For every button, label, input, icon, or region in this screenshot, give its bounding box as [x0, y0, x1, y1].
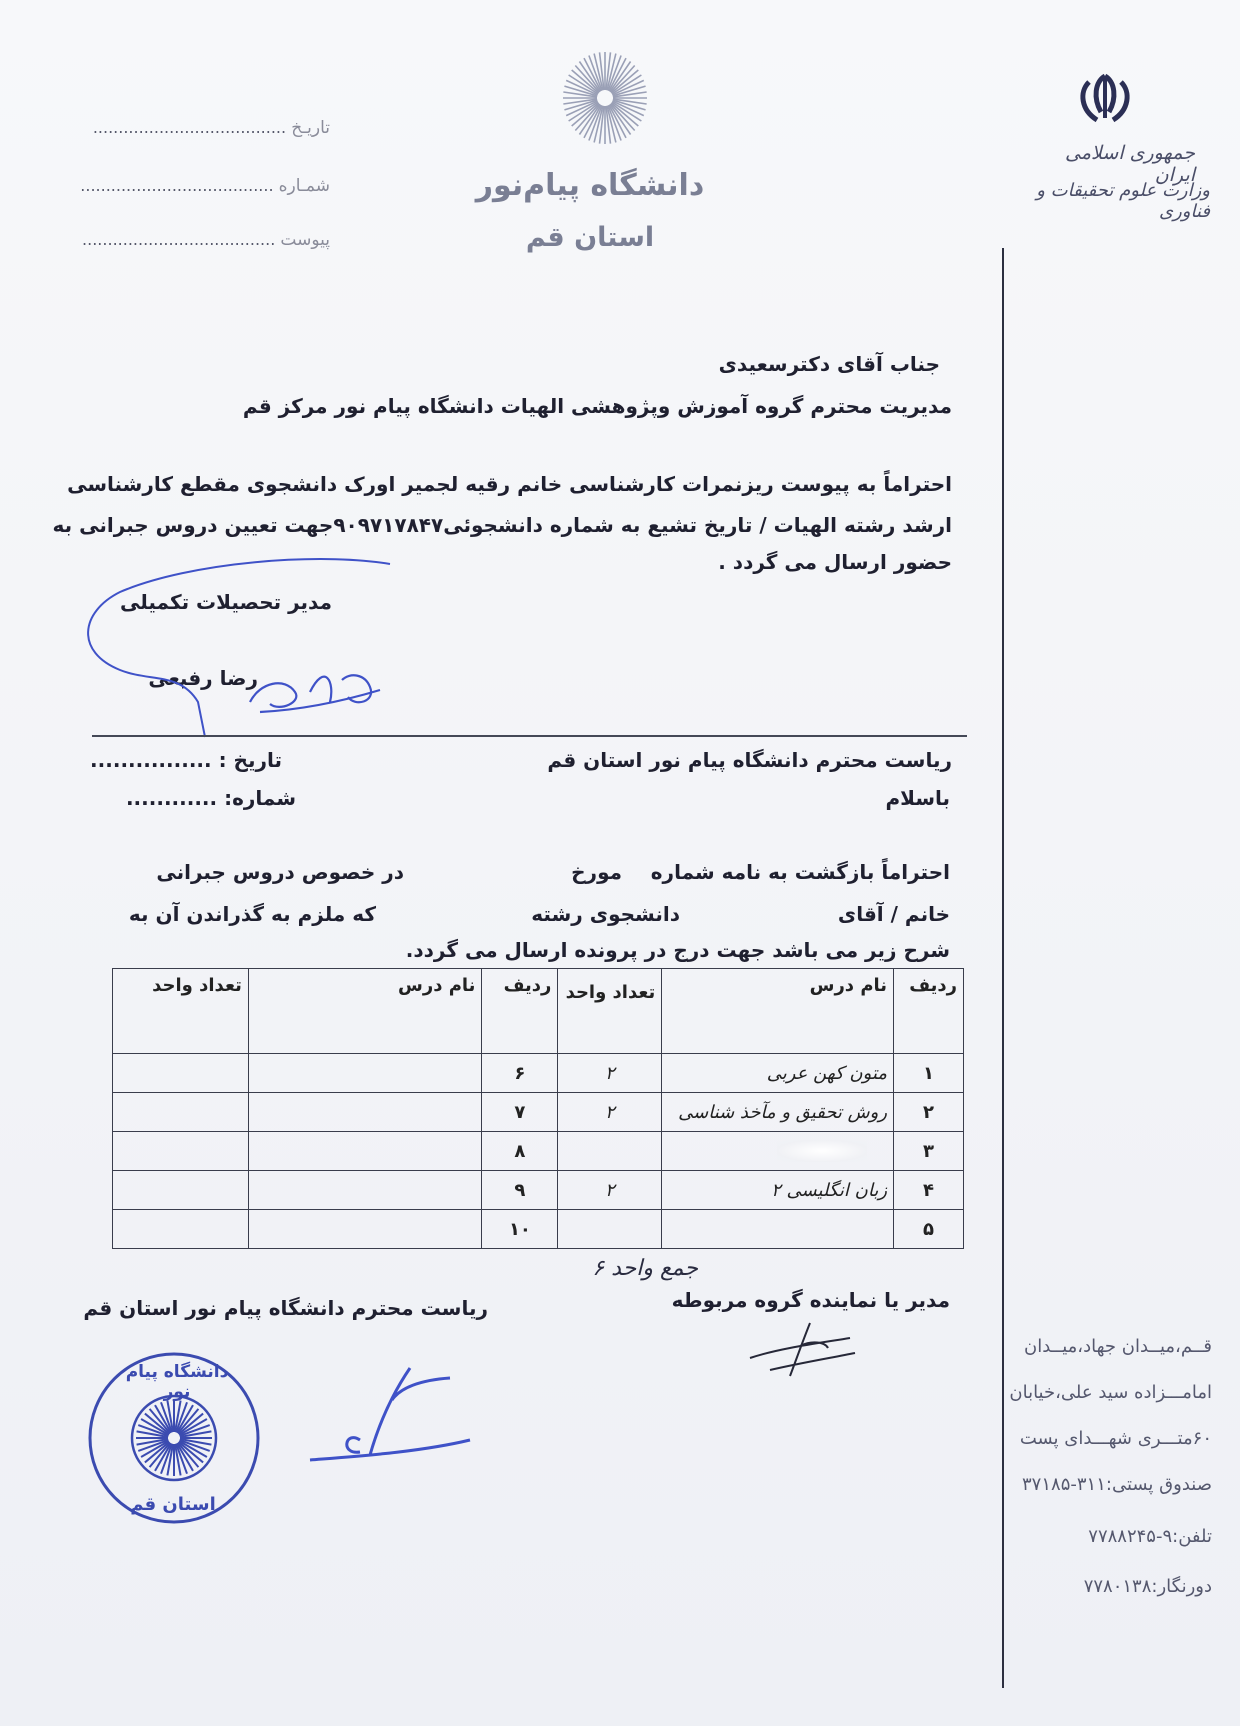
reply-line1-b: مورخ: [571, 860, 622, 884]
reply-date: تاریخ : ................: [90, 748, 282, 772]
letter-paragraph-2: ارشد رشته الهیات / تاریخ تشیع به شماره دانشجوئی۹۰۹۷۱۷۸۴۷جهت تعیین دروس جبرانی به: [52, 513, 952, 537]
row-number: ۵: [894, 1210, 964, 1249]
university-province: استان قم: [525, 222, 655, 253]
university-name: دانشگاه پیام‌نور: [475, 168, 705, 203]
table-row: [113, 1054, 964, 1093]
header-units: تعداد واحد: [558, 969, 662, 1054]
row-number: ۲: [894, 1093, 964, 1132]
row-number-2: ۸: [482, 1132, 558, 1171]
letter-paragraph-1: احتراماً به پیوست ریزنمرات کارشناسی خانم رقیه لجمیر اورک دانشجوی مقطع کارشناسی: [67, 472, 952, 496]
row-number-2: ۷: [482, 1093, 558, 1132]
section-divider: [92, 735, 967, 737]
signer-title: مدیر تحصیلات تکمیلی: [119, 590, 332, 614]
row-number: ۳: [894, 1132, 964, 1171]
compensatory-courses-table: [112, 968, 964, 1249]
course-units: [558, 1132, 662, 1171]
reply-number: شماره: ............: [125, 786, 296, 810]
attachment-dots: ......................................: [82, 230, 276, 249]
president-signature: [300, 1360, 480, 1470]
margin-divider: [1002, 248, 1004, 1688]
course-units-2: [113, 1054, 249, 1093]
row-number-2: ۶: [482, 1054, 558, 1093]
attachment-label: پیوست: [280, 230, 330, 250]
row-number-2: ۹: [482, 1171, 558, 1210]
university-logo-icon: [560, 48, 650, 148]
date-field: [90, 118, 330, 138]
phone-number: تلفن:۹-۷۷۸۸۲۴۵: [1088, 1526, 1212, 1547]
course-units: ۲: [558, 1054, 662, 1093]
course-name-2: [248, 1171, 482, 1210]
president-label: ریاست محترم دانشگاه پیام نور استان قم: [83, 1296, 488, 1320]
table-header-row: [113, 969, 964, 1054]
address-line-1: قــم،میــدان جهاد،میــدان: [1024, 1336, 1212, 1357]
table-row: [113, 1171, 964, 1210]
course-name: زبان انگلیسی ۲: [662, 1171, 894, 1210]
number-label: شمـاره: [278, 176, 330, 196]
letter-recipient-title: مدیریت محترم گروه آموزش وپژوهشی الهیات دانشگاه پیام نور مرکز قم: [242, 394, 952, 418]
course-name-2: [248, 1210, 482, 1249]
reply-line1-c: در خصوص دروس جبرانی: [156, 860, 404, 884]
header-units-2: تعداد واحد: [113, 969, 249, 1054]
stamp-bottom-text: استان قم: [130, 1494, 216, 1515]
reply-line1-a: احتراماً بازگشت به نامه شماره: [650, 860, 950, 884]
group-manager-label: مدیر یا نماینده گروه مربوطه: [671, 1288, 950, 1312]
row-number: ۱: [894, 1054, 964, 1093]
course-name-2: [248, 1054, 482, 1093]
reply-greeting: باسلام: [885, 786, 950, 810]
row-number: ۴: [894, 1171, 964, 1210]
header-course-name-2: نام درس: [248, 969, 482, 1054]
header-row-number: ردیف: [894, 969, 964, 1054]
course-units-2: [113, 1093, 249, 1132]
letter-recipient: جناب آقای دکترسعیدی: [718, 352, 940, 376]
fax-number: دورنگار:۷۷۸۰۱۳۸: [1083, 1576, 1212, 1597]
address-line-3: ۶۰متـــری شهـــدای پست: [1019, 1428, 1212, 1449]
group-manager-signature: [740, 1318, 860, 1378]
course-name-2: [248, 1132, 482, 1171]
course-units: [558, 1210, 662, 1249]
iran-emblem-icon: [1065, 68, 1145, 128]
course-name-2: [248, 1093, 482, 1132]
letter-paragraph-3: حضور ارسال می گردد .: [718, 550, 952, 574]
reply-addressee: ریاست محترم دانشگاه پیام نور استان قم: [547, 748, 952, 772]
course-units-2: [113, 1132, 249, 1171]
course-units: ۲: [558, 1093, 662, 1132]
number-dots: ......................................: [80, 176, 274, 195]
course-name: [662, 1210, 894, 1249]
reply-line3: شرح زیر می باشد جهت درج در پرونده ارسال می گردد.: [405, 938, 950, 962]
reply-line2-a: خانم / آقای: [837, 902, 950, 926]
header-course-name: نام درس: [662, 969, 894, 1054]
number-field: [80, 176, 330, 196]
date-dots: ......................................: [92, 118, 287, 137]
course-units: ۲: [558, 1171, 662, 1210]
signature-scribble: [80, 552, 400, 742]
course-name: روش تحقیق و مآخذ شناسی: [662, 1093, 894, 1132]
postal-box: صندوق پستی:۳۱۱-۳۷۱۸۵: [1022, 1474, 1212, 1495]
signer-name: رضا رفیعی: [148, 666, 258, 690]
course-name-erased: [662, 1132, 894, 1171]
country-name: جمهوری اسلامی ایران: [1065, 142, 1195, 186]
reply-line2-c: که ملزم به گذراندن آن به: [128, 902, 376, 926]
row-number-2: ۱۰: [482, 1210, 558, 1249]
table-row: [113, 1093, 964, 1132]
reply-line2-b: دانشجوی رشته: [531, 902, 680, 926]
course-units-2: [113, 1171, 249, 1210]
attachment-field: [82, 230, 330, 250]
header-row-number-2: ردیف: [482, 969, 558, 1054]
handwritten-total-units: جمع واحد ۶: [592, 1256, 698, 1281]
address-line-2: امامـــزاده سید علی،خیابان: [1009, 1382, 1212, 1403]
table-row: [113, 1132, 964, 1171]
course-name: متون کهن عربی: [662, 1054, 894, 1093]
table-row: [113, 1210, 964, 1249]
date-label: تاریـخ: [291, 118, 330, 138]
ministry-name: وزارت علوم تحقیقات و فناوری: [1036, 180, 1210, 222]
course-units-2: [113, 1210, 249, 1249]
stamp-top-text: دانشگاه پیام نور: [125, 1362, 229, 1402]
